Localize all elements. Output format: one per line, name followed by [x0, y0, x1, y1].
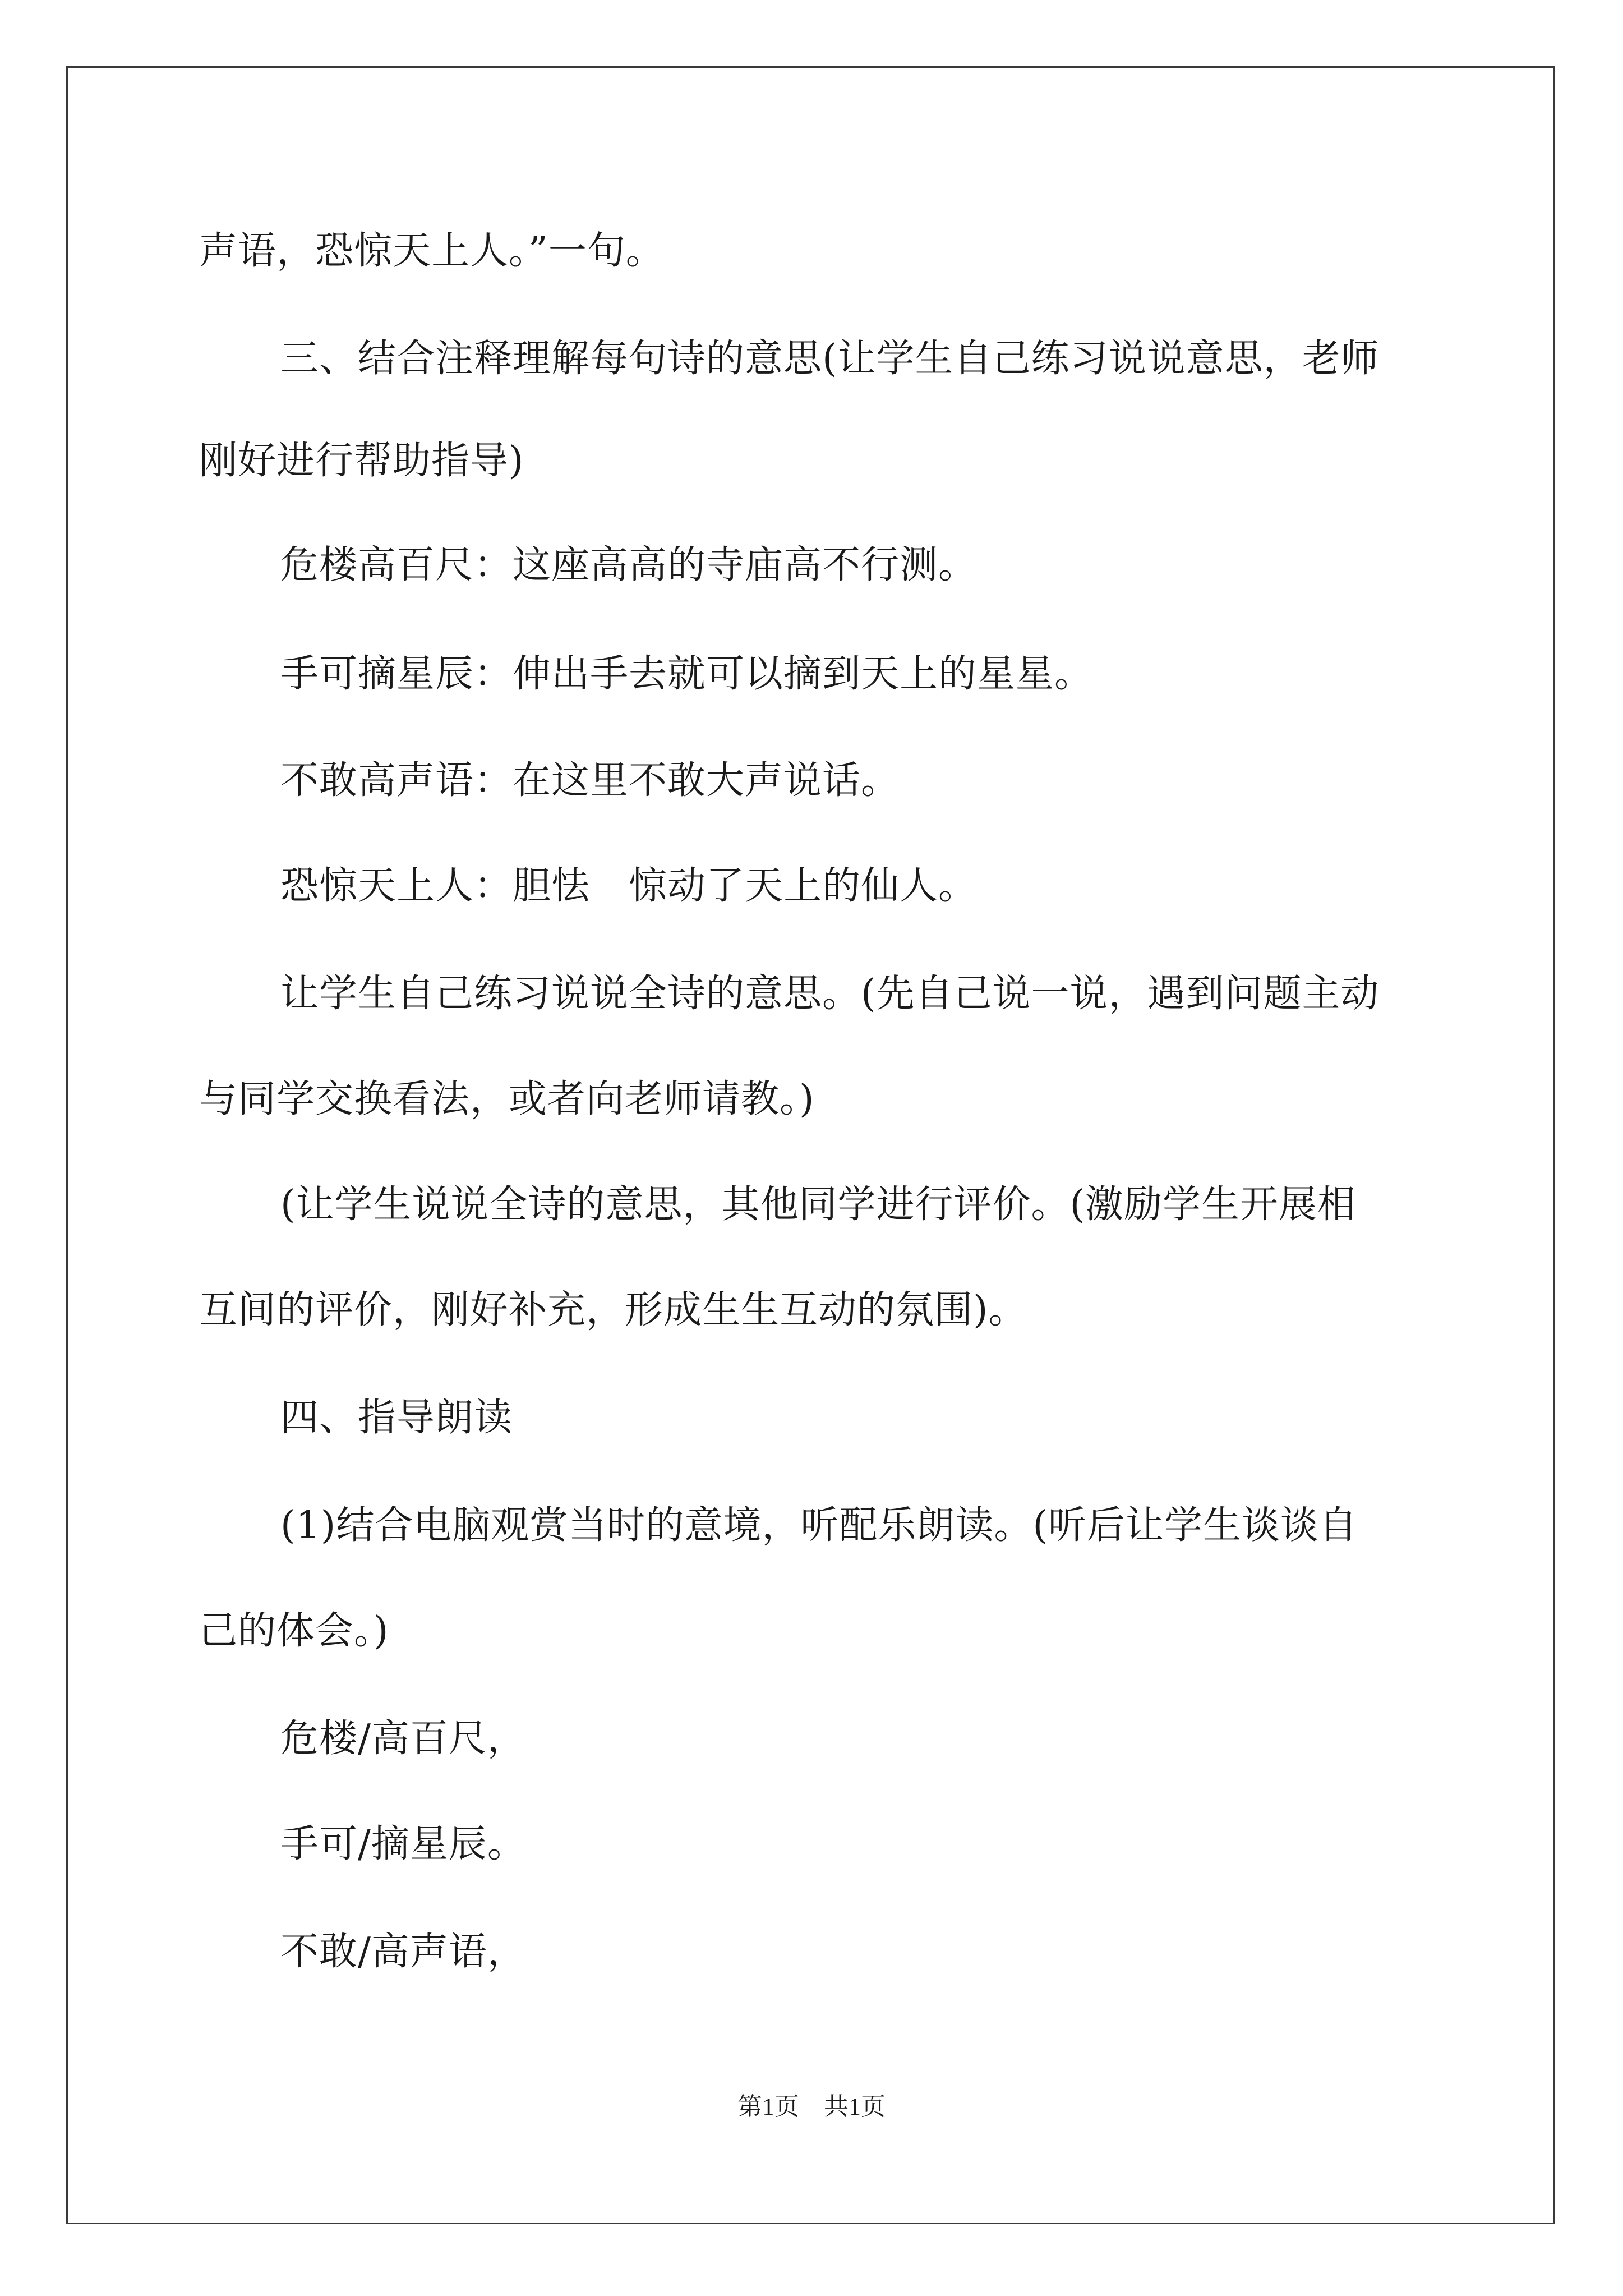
text-line: 互间的评价，刚好补充，形成生生互动的氛围)。 [199, 1288, 1027, 1332]
text-line: 四、指导朗读 [280, 1396, 513, 1440]
text-line: 手可摘星辰：伸出手去就可以摘到天上的星星。 [280, 652, 1094, 696]
text-line: 手可/摘星辰。 [280, 1822, 526, 1866]
text-line: 不敢高声语：在这里不敢大声说话。 [280, 758, 900, 803]
text-line: 三、结合注释理解每句诗的意思(让学生自己练习说说意思，老师 [280, 337, 1380, 381]
text-line: 危楼高百尺：这座高高的寺庙高不行测。 [280, 543, 978, 587]
text-line: 刚好进行帮助指导) [199, 439, 524, 483]
text-line: 己的体会。) [199, 1609, 389, 1653]
text-line: 让学生自己练习说说全诗的意思。(先自己说一说，遇到问题主动 [280, 972, 1380, 1016]
page-border [66, 66, 1555, 2224]
page-footer: 第1页 共1页 [737, 2093, 886, 2120]
text-line: 恐惊天上人：胆怯 惊动了天上的仙人。 [280, 864, 978, 908]
text-line: 声语，恐惊天上人。”一句。 [199, 229, 665, 273]
text-line: 不敢/高声语， [280, 1930, 526, 1974]
text-line: 与同学交换看法，或者向老师请教。) [199, 1077, 815, 1121]
text-line: (让学生说说全诗的意思，其他同学进行评价。(激励学生开展相 [280, 1182, 1357, 1227]
text-line: (1)结合电脑观赏当时的意境，听配乐朗读。(听后让学生谈谈自 [280, 1503, 1358, 1548]
text-line: 危楼/高百尺， [280, 1717, 526, 1761]
